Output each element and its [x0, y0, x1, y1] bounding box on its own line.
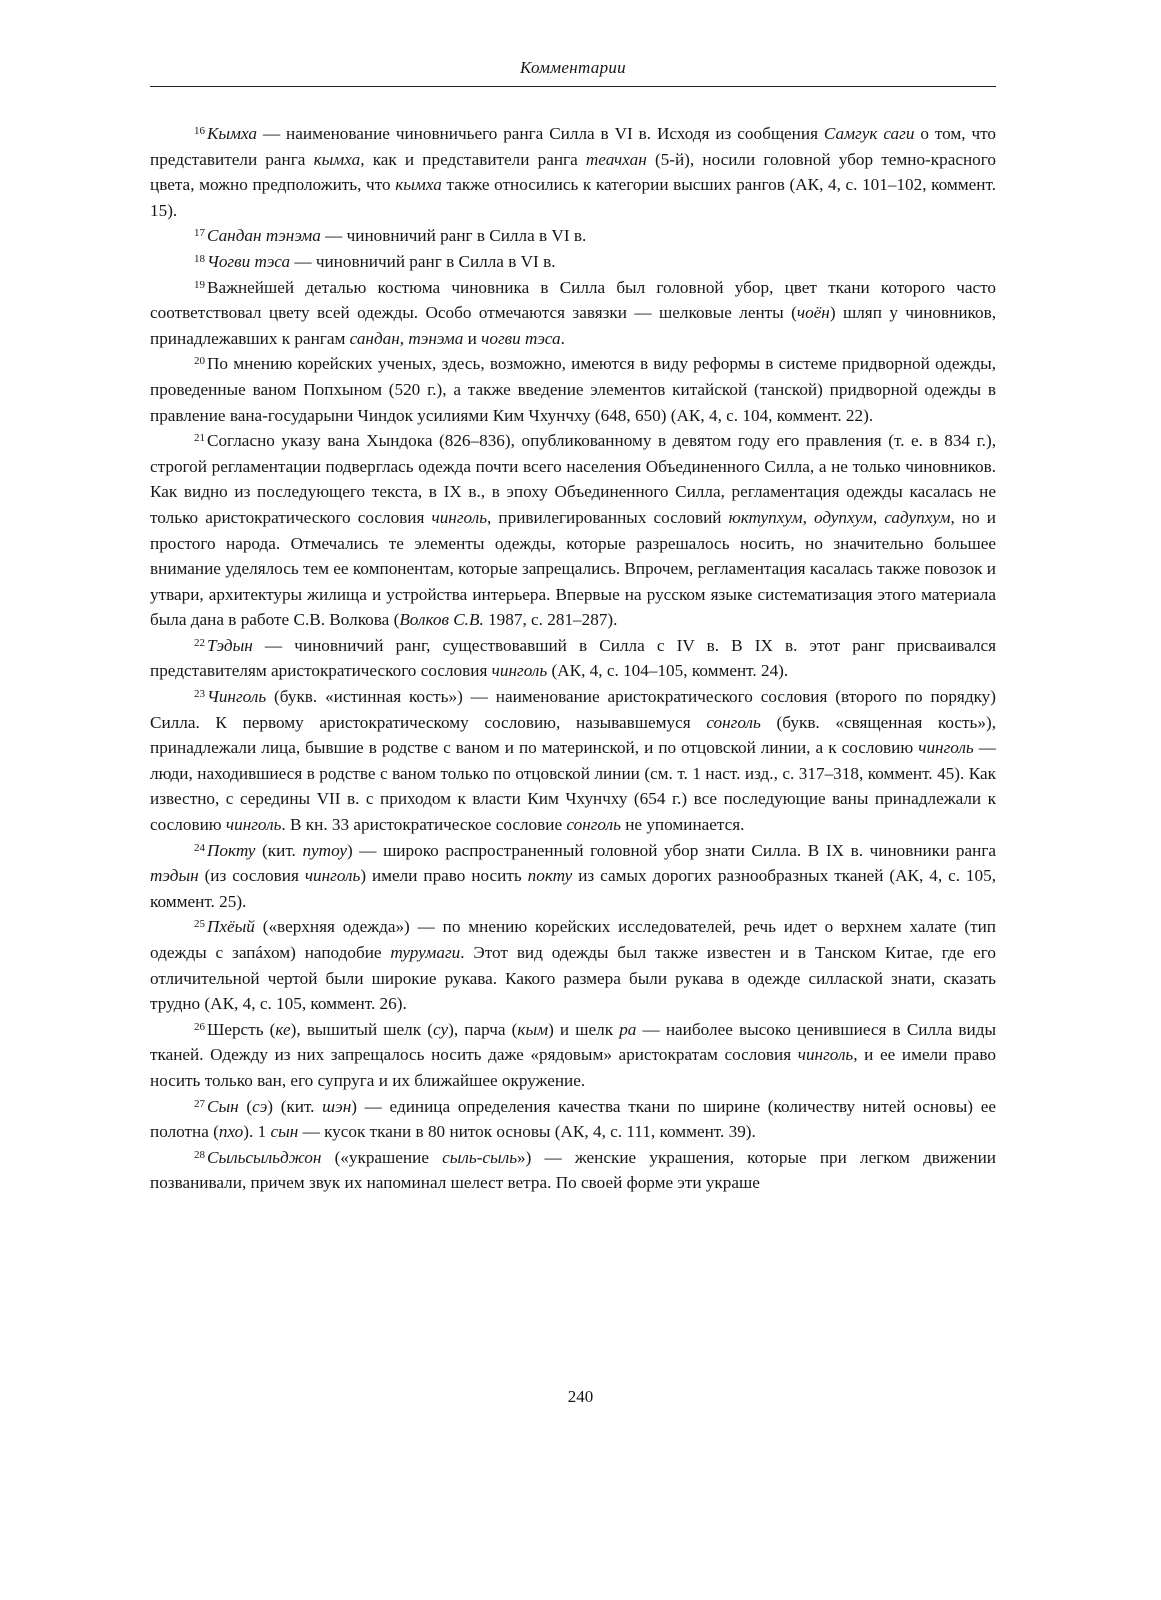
footnote-17: [150, 223, 996, 249]
footnote-number: 19: [194, 278, 205, 291]
footnote-19: [150, 275, 996, 352]
footnote-text: Тэдын — чиновничий ранг, существовавший в Силла с IV в. В IX в. этот ранг присваивался представителям аристократического сословия чинголь (АК, 4, с. 104–105, коммент. 24).: [150, 635, 996, 681]
footnote-text: Кымха — наименование чиновничьего ранга Силла в VI в. Исходя из сообщения Самгук саги о том, что представители ранга кымха, как и представители ранга теачхан (5-й), носили головной убор темно-красного цвета, можно предположить, что кымха также относились к категории высших рангов (АК, 4, с. 101–102, коммент. 15).: [150, 124, 997, 220]
footnote-26: [150, 1017, 996, 1094]
footnote-18: [150, 249, 996, 275]
footnote-text: Важнейшей деталью костюма чиновника в Силла был головной убор, цвет ткани которого часто соответствовал цвету всей одежды. Особо отмечаются завязки — шелковые ленты (чоён) шляп у чиновников, принадлежавших к рангам сандан, тэнэма и чогви тэса.: [150, 277, 996, 348]
footnote-number: 16: [194, 125, 205, 137]
footnote-number: 25: [194, 918, 205, 931]
footnote-number: 22: [194, 636, 205, 649]
footnote-text: По мнению корейских ученых, здесь, возможно, имеются в виду реформы в системе придворной одежды, проведенные ваном Попхыном (520 г.), а также введение элементов китайской (танской) придворной одежды в правление вана-государыни Чиндок усилиями Ким Чхунчху (648, 650) (АК, 4, с. 104, коммент. 22).: [150, 354, 996, 425]
footnote-number: 28: [194, 1148, 205, 1161]
footnote-25: [150, 914, 996, 1016]
footnote-21: [150, 428, 996, 633]
footnote-number: 24: [194, 841, 205, 854]
footnote-text: Согласно указу вана Хындока (826–836), опубликованному в девятом году его правления (т. е. в 834 г.), строгой регламентации подверглась одежда почти всего населения Объединенного Силла, а не только чиновников. Как видно из последующего текста, в IX в., в эпоху Объединенного Силла, регламентация одежды касалась не только аристократического сословия чинголь, привилегированных сословий юктупхум, одупхум, садупхум, но и простого народа. Отмечались те элементы одежды, которые разрешалось носить, но значительно большее внимание уделялось тем ее компонентам, которые запрещались. Впрочем, регламентация касалась также повозок и утвари, архитектуры жилища и устройства интерьера. Впервые на русском языке систематизация этого материала была дана в работе С.В. Волкова (Волков С.В. 1987, с. 281–287).: [150, 431, 997, 630]
footnote-text: Пхёый («верхняя одежда») — по мнению корейских исследователей, речь идет о верхнем халате (тип одежды с запáхом) наподобие турумаги. Этот вид одежды был также известен и в Танском Китае, где его отличительной чертой были широкие рукава. Какого размера были рукава в одежде силлаской знати, сказать трудно (АК, 4, с. 105, коммент. 26).: [150, 917, 996, 1014]
footnote-23: [150, 684, 996, 838]
commentary-notes: [150, 121, 996, 1196]
footnote-text: Сын (сэ) (кит. шэн) — единица определения качества ткани по ширине (количеству нитей основы) ее полотна (пхо). 1 сын — кусок ткани в 80 ниток основы (АК, 4, с. 111, коммент. 39).: [150, 1096, 996, 1142]
page-number: 240: [567, 1387, 594, 1406]
footnote-22: [150, 633, 996, 684]
footnote-28: [150, 1145, 996, 1196]
footnote-text: Чогви тэса — чиновничий ранг в Силла в VI в.: [207, 251, 556, 271]
footnote-16: [150, 121, 996, 223]
footnote-24: [150, 838, 996, 915]
page: [150, 58, 996, 1196]
footnote-number: 26: [194, 1020, 205, 1033]
footnote-text: Сыльсыльджон («украшение сыль-сыль») — женские украшения, которые при легком движении позванивали, причем звук их напоминал шелест ветра. По своей форме эти украше: [150, 1147, 996, 1193]
running-title: Комментарии: [150, 58, 996, 87]
footnote-text: Шерсть (ке), вышитый шелк (су), парча (кым) и шелк ра — наиболее высоко ценившиеся в Силла виды тканей. Одежду из них запрещалось носить даже «рядовым» аристократам сословия чинголь, и ее имели право носить только ван, его супруга и их ближайшее окружение.: [150, 1019, 997, 1090]
footnote-number: 20: [194, 355, 205, 368]
footnote-number: 27: [194, 1097, 205, 1110]
footnote-number: 23: [194, 688, 205, 701]
footnote-text: Сандан тэнэма — чиновничий ранг в Силла в VI в.: [207, 226, 587, 246]
footnote-number: 21: [194, 432, 205, 445]
footnote-text: Покту (кит. путоу) — широко распространенный головной убор знати Силла. В IX в. чиновники ранга тэдын (из сословия чинголь) имели право носить покту из самых дорогих разнообразных тканей (АК, 4, с. 105, коммент. 25).: [150, 840, 996, 911]
footnote-number: 18: [194, 252, 205, 265]
footnote-20: [150, 351, 996, 428]
footnote-text: Чинголь (букв. «истинная кость») — наименование аристократического сословия (второго по порядку) Силла. К первому аристократическому сословию, называвшемуся сонголь (букв. «священная кость»), принадлежали лица, бывшие в родстве с ваном и по материнской, и по отцовской линии, а к сословию чинголь — люди, находившиеся в родстве с ваном только по отцовской линии (см. т. 1 наст. изд., с. 317–318, коммент. 45). Как известно, с середины VII в. с приходом к власти Ким Чхунчху (654 г.) все последующие ваны принадлежали к сословию чинголь. В кн. 33 аристократическое сословие сонголь не упоминается.: [150, 687, 997, 835]
footnote-number: 17: [194, 227, 205, 240]
footnote-27: [150, 1094, 996, 1145]
